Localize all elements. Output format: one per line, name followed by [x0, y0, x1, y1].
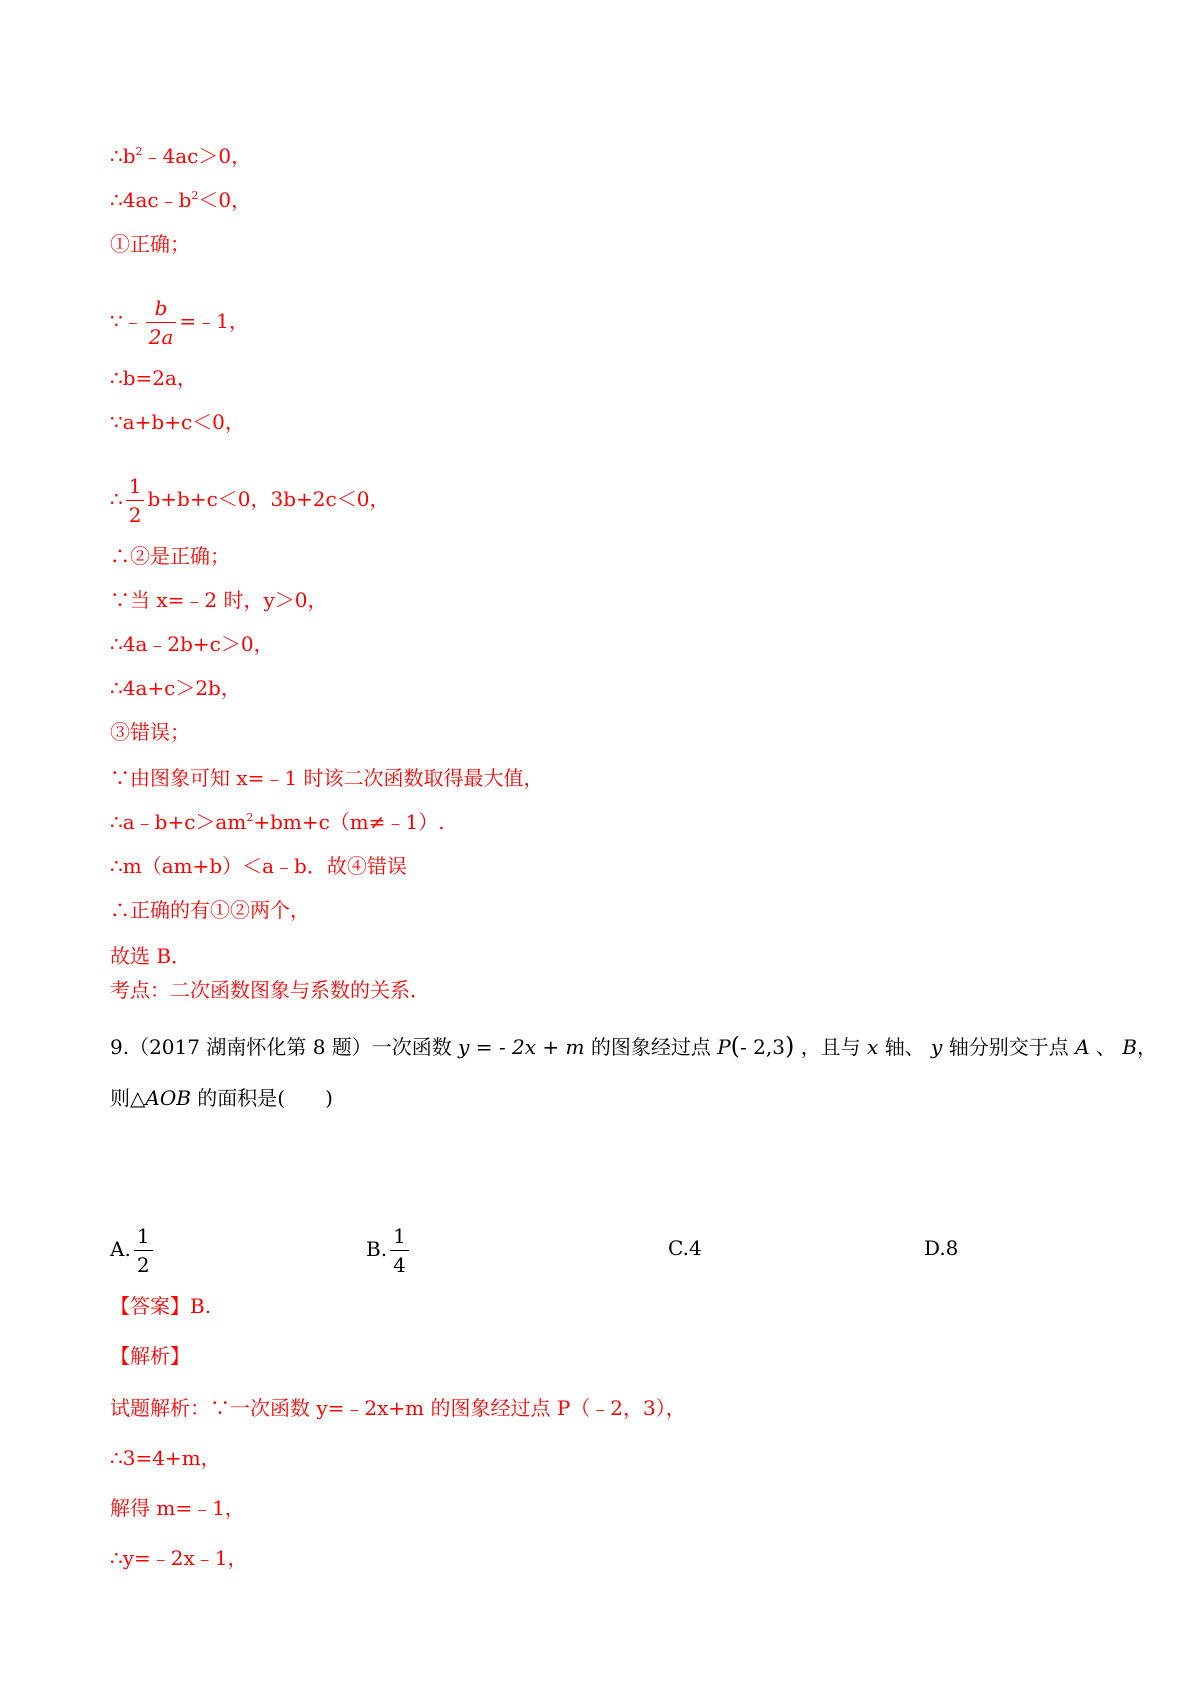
analysis-heading: 【解析】 [110, 1344, 190, 1368]
knowledge-point: 考点：二次函数图象与系数的关系． [110, 978, 430, 1002]
solution-line-15: ∴m（am+b）＜a﹣b．故④错误 [110, 854, 407, 878]
solution-line-14: $\therefore a﹣b+c>am^2+bm+c(m\ne﹣1)$. [110, 810, 445, 834]
solution-line-16: ∴正确的有①②两个， [110, 898, 310, 922]
option-a: A. $\frac{1}{2}$ [110, 1226, 156, 1275]
solution-line-8: ∴②是正确； [110, 544, 230, 568]
option-c: C.4 [668, 1236, 702, 1260]
solution-line-7: ∴ $\frac{1}{2}$ b+b+c＜0，3b+2c＜0， [110, 474, 390, 527]
answer-line: 【答案】B. [110, 1294, 212, 1318]
solution-line-9: ∵当 x=﹣2 时，y＞0， [110, 588, 328, 612]
solution-line-11: ∴4a+c＞2b， [110, 676, 241, 700]
solution-line-4: ∵﹣ $\frac{b}{2a}$ =﹣1， [110, 296, 249, 349]
solution-line-17: 故选 B． [110, 944, 192, 968]
analysis-line-2: ∴3=4+m， [110, 1446, 221, 1470]
solution-line-3: ①正确； [110, 232, 190, 256]
solution-line-6: ∵a+b+c＜0， [110, 410, 245, 434]
solution-line-13: ∵由图象可知 x=﹣1 时该二次函数取得最大值， [110, 766, 544, 790]
solution-line-2: $\therefore 4ac﹣b^2<0$， [110, 188, 252, 212]
linear-function-formula: y = - 2x + m [458, 1035, 585, 1059]
solution-line-10: ∴4a﹣2b+c＞0， [110, 632, 274, 656]
option-b: B. $\frac{1}{4}$ [366, 1226, 412, 1275]
solution-line-5: ∴b=2a， [110, 366, 197, 390]
fraction-one-half: $\frac{1}{2}$ [126, 476, 145, 525]
solution-line-12: ③错误； [110, 720, 190, 744]
solution-line-1: $\therefore b^2﹣4ac>0$， [110, 144, 252, 168]
analysis-line-1: 试题解析：∵一次函数 y=﹣2x+m 的图象经过点 P（﹣2，3）， [110, 1396, 686, 1420]
option-d: D.8 [924, 1236, 959, 1260]
question-9-line-1: 9.（2017 湖南怀化第 8 题）一次函数 y = - 2x + m 的图象经过点 P(- 2,3) ，且与 x 轴、 y 轴分别交于点 A 、 B， [110, 1032, 1157, 1060]
analysis-line-3: 解得 m=﹣1， [110, 1496, 245, 1520]
fraction-b-over-2a: $\frac{b}{2a}$ [146, 298, 177, 347]
analysis-line-4: ∴y=﹣2x﹣1， [110, 1546, 248, 1570]
option-b-fraction: $\frac{1}{4}$ [390, 1226, 409, 1275]
question-9-line-2: 则△AOB 的面积是( ) [110, 1086, 333, 1110]
option-a-fraction: $\frac{1}{2}$ [134, 1226, 153, 1275]
